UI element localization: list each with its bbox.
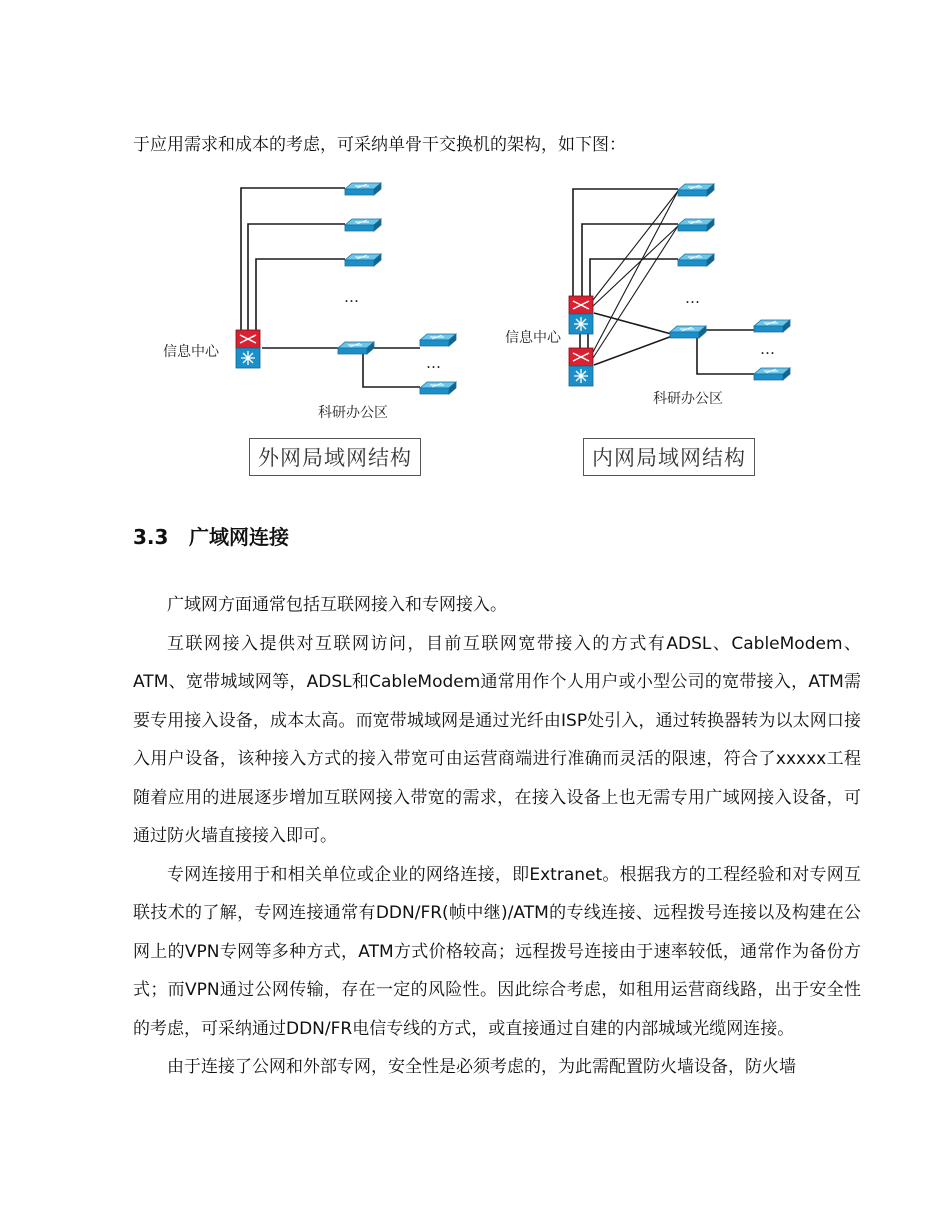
access-switch-icon xyxy=(754,368,790,380)
section-heading xyxy=(133,521,289,550)
access-switch-icon xyxy=(345,254,381,266)
figure-caption-right: 内网局域网结构 xyxy=(583,438,755,476)
office-label-left: 科研办公区 xyxy=(318,405,388,421)
figure-caption-left: 外网局域网结构 xyxy=(249,438,421,476)
access-switch-icon xyxy=(678,254,714,266)
access-switch-icon xyxy=(420,382,456,394)
paragraph: 互联网接入提供对互联网访问，目前互联网宽带接入的方式有ADSL、CableModem、ATM、宽带城域网等，ADSL和CableModem通常用作个人用户或小型公司的宽带接入，ATM需要专用接入设备，成本太高。而宽带城域网是通过光纤由ISP处引入，通过转换器转为以太网口接入用户设备，该种接入方式的接入带宽可由运营商端进行准确而灵活的限速，符合了xxxxx工程随着应用的进展逐步增加互联网接入带宽的需求，在接入设备上也无需专用广域网接入设备，可通过防火墙直接接入即可。 xyxy=(133,633,861,846)
paragraph: 广域网方面通常包括互联网接入和专网接入。 xyxy=(167,595,507,615)
section-number: 3.3 xyxy=(133,525,169,549)
office-switch-icon xyxy=(670,326,706,338)
section-title: 广域网连接 xyxy=(189,525,289,549)
access-switch-icon xyxy=(678,219,714,231)
access-switch-icon xyxy=(678,184,714,196)
network-diagrams xyxy=(0,0,950,520)
core-switch-icon xyxy=(236,330,260,368)
intro-text: 于应用需求和成本的考虑，可采纳单骨干交换机的架构，如下图： xyxy=(133,135,626,155)
ellipsis-left-office: … xyxy=(426,354,441,372)
ellipsis-left-top: … xyxy=(344,288,359,306)
paragraph: 专网连接用于和相关单位或企业的网络连接，即Extranet。根据我方的工程经验和对专网互联技术的了解，专网连接通常有DDN/FR(帧中继)/ATM的专线连接、远程拨号连接以及构建在公网上的VPN专网等多种方式，ATM方式价格较高；远程拨号连接由于速率较低，通常作为备份方式；而VPN通过公网传输，存在一定的风险性。因此综合考虑，如租用运营商线路，出于安全性的考虑，可采纳通过DDN/FR电信专线的方式，或直接通过自建的内部城域光缆网连接。 xyxy=(133,864,861,1039)
ellipsis-right-top: … xyxy=(685,289,700,307)
paragraph: 由于连接了公网和外部专网，安全性是必须考虑的，为此需配置防火墙设备，防火墙 xyxy=(167,1057,796,1077)
access-switch-icon xyxy=(345,183,381,195)
center-label-right: 信息中心 xyxy=(505,330,561,346)
ellipsis-right-office: … xyxy=(760,340,775,358)
access-switch-icon xyxy=(345,219,381,231)
right-diagram xyxy=(569,184,790,386)
office-label-right: 科研办公区 xyxy=(653,391,723,407)
access-switch-icon xyxy=(754,320,790,332)
core-switch-icon xyxy=(569,296,593,334)
access-switch-icon xyxy=(420,334,456,346)
office-switch-icon xyxy=(338,342,374,354)
center-label-left: 信息中心 xyxy=(163,344,219,360)
body-text xyxy=(133,586,861,1087)
core-switch-icon xyxy=(569,348,593,386)
